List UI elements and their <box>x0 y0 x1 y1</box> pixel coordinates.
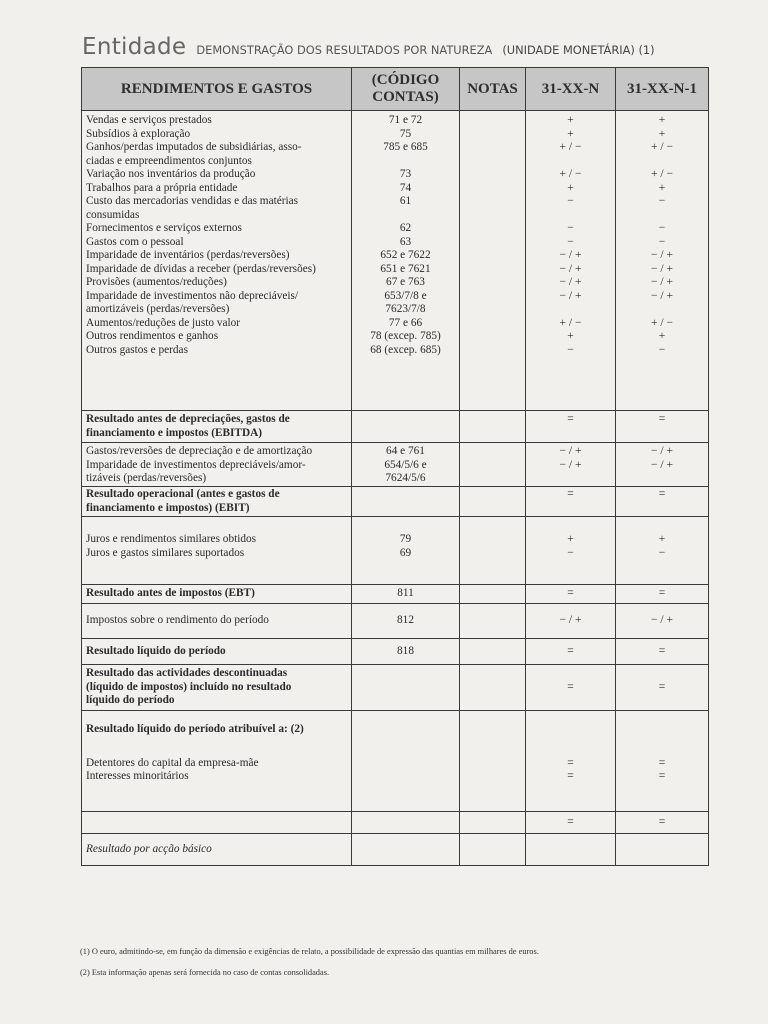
account-code: 71 e 72 <box>388 114 423 126</box>
account-code-cell <box>352 585 460 604</box>
sign-period-n-1: + / − <box>651 141 673 153</box>
period-n-cell <box>526 585 616 604</box>
sign-period-n-1: + / − <box>651 316 673 329</box>
notes-cell <box>460 711 526 812</box>
account-code-cell <box>352 604 460 639</box>
account-code <box>356 816 455 830</box>
account-code-cell <box>352 812 460 834</box>
notes-cell <box>460 604 526 639</box>
row-label-line: Ganhos/perdas imputados de subsidiárias, asso- <box>86 141 302 153</box>
row-label <box>86 249 347 263</box>
sign-period-n-1: = <box>658 488 666 500</box>
row-label-line: Custo das mercadorias vendidas e das matérias <box>86 195 299 207</box>
period-n-1-cell <box>616 585 709 604</box>
row-label-line: Impostos sobre o rendimento do período <box>86 614 269 627</box>
account-code-cell <box>352 665 460 711</box>
sign-period-n-1: = <box>658 770 666 782</box>
sign-period-n: + / − <box>559 141 582 153</box>
row-label <box>86 222 347 236</box>
label-cell <box>82 711 352 812</box>
row-label <box>86 236 347 250</box>
row-label <box>86 445 347 459</box>
account-code: 74 <box>399 181 412 194</box>
account-code: 811 <box>397 587 414 600</box>
row-label-line <box>86 816 347 830</box>
row-label <box>86 816 347 830</box>
sign-period-n: = <box>567 644 574 657</box>
account-code <box>356 723 455 737</box>
row-label-line: financiamento e impostos (EBITDA) <box>86 426 263 439</box>
sign-period-n-1: − / + <box>651 289 673 302</box>
column-header-period-n: 31-XX-N <box>526 68 616 111</box>
sign-period-n: − <box>567 222 574 234</box>
row-label-line: Outros gastos e perdas <box>86 343 188 356</box>
account-code: 654/5/6 e 7624/5/6 <box>384 458 427 484</box>
row-label-line: Vendas e serviços prestados <box>86 114 212 126</box>
account-code-cell <box>352 111 460 411</box>
period-n-cell <box>526 111 616 411</box>
statement-section <box>82 111 709 411</box>
account-code: 818 <box>397 644 414 657</box>
account-code-cell <box>352 639 460 665</box>
sign-period-n: + <box>567 181 574 194</box>
notes-cell <box>460 812 526 834</box>
row-label <box>86 330 347 344</box>
statement-section <box>82 639 709 665</box>
sign-period-n: = <box>567 756 574 769</box>
row-label-line: Resultado líquido do período atribuível a: (2) <box>86 723 304 735</box>
label-cell <box>82 812 352 834</box>
sign-period-n: = <box>567 680 574 693</box>
sign-period-n-1: − / + <box>651 262 673 275</box>
account-code: 69 <box>399 546 412 559</box>
account-code: 78 (excep. 785) <box>370 330 441 342</box>
account-code: 62 <box>399 222 412 234</box>
label-cell <box>82 604 352 639</box>
row-label-line: líquido do período <box>86 694 175 707</box>
sign-period-n: = <box>567 413 574 425</box>
sign-period-n: + <box>567 114 574 126</box>
sign-period-n-1: = <box>658 680 666 693</box>
statement-section <box>82 517 709 585</box>
column-header-notes: NOTAS <box>460 68 526 111</box>
row-label <box>86 723 347 737</box>
period-n-cell <box>526 834 616 866</box>
notes-cell <box>460 517 526 585</box>
statement-section <box>82 487 709 517</box>
sign-period-n: − <box>567 195 574 207</box>
period-n-1-cell <box>616 665 709 711</box>
row-label-line: consumidas <box>86 208 140 221</box>
monetary-unit-note: (UNIDADE MONETÁRIA) (1) <box>502 43 655 57</box>
sign-period-n: − <box>567 546 574 559</box>
row-label <box>86 413 347 440</box>
sign-period-n: − / + <box>559 289 582 302</box>
page-header <box>82 34 722 60</box>
row-label-line: Imparidade de dívidas a receber (perdas/reversões) <box>86 262 316 275</box>
sign-period-n-1: + <box>658 114 666 126</box>
statement-title: DEMONSTRAÇÃO DOS RESULTADOS POR NATUREZA <box>196 43 493 57</box>
period-n-1-cell <box>616 443 709 487</box>
sign-period-n: + <box>567 127 574 140</box>
statement-section <box>82 665 709 711</box>
entity-label: Entidade <box>82 34 187 60</box>
label-cell <box>82 443 352 487</box>
sign-period-n-1: − / + <box>651 445 673 457</box>
row-label-line: Resultado das actividades descontinuadas <box>86 667 288 680</box>
period-n-1-cell <box>616 487 709 517</box>
sign-period-n: − <box>567 343 574 356</box>
statement-section <box>82 711 709 812</box>
sign-period-n: + / − <box>559 316 582 329</box>
row-label-line: Aumentos/reduções de justo valor <box>86 316 241 329</box>
sign-period-n-1: − / + <box>651 458 673 471</box>
account-code: 651 e 7621 <box>380 262 431 275</box>
period-n-1-cell <box>616 812 709 834</box>
statement-section <box>82 812 709 834</box>
account-code: 68 (excep. 685) <box>370 343 441 356</box>
row-label <box>86 757 347 771</box>
sign-period-n: − / + <box>559 262 582 275</box>
row-label-line: Juros e rendimentos similares obtidos <box>86 533 257 545</box>
account-code-cell <box>352 443 460 487</box>
account-code <box>356 843 455 857</box>
row-label-line: amortizáveis (perdas/reversões) <box>86 303 230 315</box>
account-code-cell <box>352 487 460 517</box>
row-label <box>86 667 347 708</box>
sign-period-n: − / + <box>559 249 582 261</box>
row-label-line: Variação nos inventários da produção <box>86 168 256 180</box>
period-n-cell <box>526 487 616 517</box>
row-label <box>86 128 347 142</box>
row-label-line: Resultado por acção básico <box>86 842 212 855</box>
account-code-cell <box>352 517 460 585</box>
table-header-row <box>82 68 709 111</box>
statement-section <box>82 585 709 604</box>
label-cell <box>82 411 352 443</box>
row-label <box>86 547 347 561</box>
row-label <box>86 587 347 601</box>
sign-period-n-1: − <box>658 195 666 207</box>
account-code <box>356 770 455 784</box>
sign-period-n-1: = <box>658 644 666 657</box>
row-label-line: Subsídios à exploração <box>86 127 191 140</box>
statement-section <box>82 411 709 443</box>
period-n-cell <box>526 665 616 711</box>
row-label-line: Resultado antes de impostos (EBT) <box>86 587 255 600</box>
sign-period-n: + <box>567 330 574 342</box>
sign-period-n: + / − <box>559 168 582 180</box>
row-label-line: financiamento e impostos) (EBIT) <box>86 501 250 514</box>
period-n-cell <box>526 711 616 812</box>
row-label <box>86 114 347 128</box>
sign-period-n <box>530 843 611 857</box>
account-code: 812 <box>397 614 414 627</box>
sign-period-n-1: = <box>658 587 666 600</box>
sign-period-n: − / + <box>559 614 582 627</box>
row-label <box>86 290 347 317</box>
account-code-cell <box>352 711 460 812</box>
sign-period-n: + <box>567 533 574 545</box>
row-label-line: Resultado líquido do período <box>86 644 226 657</box>
period-n-cell <box>526 639 616 665</box>
sign-period-n-1: − <box>658 235 666 248</box>
sign-period-n-1: + / − <box>651 168 673 180</box>
row-label-line: Gastos/reversões de depreciação e de amortização <box>86 445 313 457</box>
notes-cell <box>460 411 526 443</box>
account-code: 67 e 763 <box>386 276 425 288</box>
statement-section <box>82 834 709 866</box>
account-code: 652 e 7622 <box>380 249 431 261</box>
account-code <box>356 488 455 515</box>
label-cell <box>82 111 352 411</box>
account-code: 73 <box>399 168 412 180</box>
sign-period-n-1: − / + <box>651 249 673 261</box>
column-header-income-expenses: RENDIMENTOS E GASTOS <box>82 68 352 111</box>
period-n-1-cell <box>616 834 709 866</box>
period-n-1-cell <box>616 711 709 812</box>
account-code <box>356 757 455 771</box>
row-label <box>86 645 347 659</box>
label-cell <box>82 585 352 604</box>
account-code: 61 <box>399 195 412 207</box>
footnote-1: (1) O euro, admitindo-se, em função da dimensão e exigências de relato, a possibilidade de expressão das quantias em milhares de euros. <box>80 947 539 956</box>
sign-period-n: − <box>567 235 574 248</box>
row-label <box>86 195 347 222</box>
sign-period-n: − / + <box>559 445 582 457</box>
sign-period-n-1 <box>620 723 704 737</box>
account-code: 785 e 685 <box>383 141 428 153</box>
row-label-line: Fornecimentos e serviços externos <box>86 222 242 234</box>
row-label <box>86 263 347 277</box>
account-code: 75 <box>399 127 412 140</box>
footnote-2: (2) Esta informação apenas será fornecida no caso de contas consolidadas. <box>80 968 330 977</box>
sign-period-n-1: − <box>658 546 666 559</box>
account-code <box>356 413 455 440</box>
period-n-cell <box>526 411 616 443</box>
row-label <box>86 843 347 857</box>
sign-period-n-1: − / + <box>651 276 673 288</box>
sign-period-n-1: = <box>658 413 666 425</box>
statement-section <box>82 604 709 639</box>
account-code: 79 <box>399 533 412 545</box>
row-label <box>86 182 347 196</box>
sign-period-n: − / + <box>559 458 582 471</box>
row-label-line: Outros rendimentos e ganhos <box>86 330 219 342</box>
row-label-line: Resultado antes de depreciações, gastos de <box>86 413 290 425</box>
label-cell <box>82 665 352 711</box>
row-label-line: ciadas e empreendimentos conjuntos <box>86 154 252 167</box>
sign-period-n: − / + <box>559 276 582 288</box>
notes-cell <box>460 834 526 866</box>
row-label <box>86 344 347 358</box>
period-n-1-cell <box>616 604 709 639</box>
sign-period-n-1: + <box>658 181 666 194</box>
sign-period-n-1: = <box>658 756 666 769</box>
sign-period-n-1: − <box>658 222 666 234</box>
row-label <box>86 533 347 547</box>
row-label-line: Imparidade de investimentos não depreciáveis/ <box>86 289 299 302</box>
row-label-line: Interesses minoritários <box>86 770 189 782</box>
row-label-line: Detentores do capital da empresa-mãe <box>86 756 259 769</box>
sign-period-n-1: + <box>658 533 666 545</box>
row-label-line: (líquido de impostos) incluído no resultado <box>86 680 292 693</box>
notes-cell <box>460 487 526 517</box>
sign-period-n <box>530 723 611 737</box>
row-label <box>86 488 347 515</box>
notes-cell <box>460 665 526 711</box>
period-n-cell <box>526 812 616 834</box>
period-n-cell <box>526 517 616 585</box>
period-n-1-cell <box>616 517 709 585</box>
income-statement-table <box>81 67 709 866</box>
account-code-cell <box>352 411 460 443</box>
account-code: 64 e 761 <box>386 445 425 457</box>
statement-section <box>82 443 709 487</box>
account-code: 653/7/8 e 7623/7/8 <box>384 289 427 315</box>
period-n-1-cell <box>616 411 709 443</box>
account-code: 77 e 66 <box>388 316 423 329</box>
column-header-period-n-1: 31-XX-N-1 <box>616 68 709 111</box>
label-cell <box>82 834 352 866</box>
account-code-cell <box>352 834 460 866</box>
period-n-1-cell <box>616 111 709 411</box>
row-label-line: Gastos com o pessoal <box>86 235 184 248</box>
notes-cell <box>460 111 526 411</box>
row-label-line: Resultado operacional (antes e gastos de <box>86 488 280 500</box>
sign-period-n-1: + <box>658 330 666 342</box>
sign-period-n: = <box>567 587 574 600</box>
sign-period-n-1: − / + <box>651 614 673 627</box>
row-label <box>86 614 347 628</box>
sign-period-n-1: = <box>658 815 666 828</box>
notes-cell <box>460 585 526 604</box>
sign-period-n-1: − <box>658 343 666 356</box>
row-label-line: Imparidade de investimentos depreciáveis/amor- <box>86 458 306 471</box>
column-header-account-codes: (CÓDIGO CONTAS) <box>352 68 460 111</box>
row-label-line: Trabalhos para a própria entidade <box>86 181 238 194</box>
row-label <box>86 141 347 168</box>
sign-period-n: = <box>567 488 574 500</box>
row-label-line: tizáveis (perdas/reversões) <box>86 472 207 484</box>
row-label <box>86 276 347 290</box>
sign-period-n-1 <box>620 843 704 857</box>
row-label-line: Juros e gastos similares suportados <box>86 546 245 559</box>
account-code <box>356 667 455 708</box>
notes-cell <box>460 639 526 665</box>
label-cell <box>82 487 352 517</box>
sign-period-n: = <box>567 770 574 782</box>
label-cell <box>82 517 352 585</box>
label-cell <box>82 639 352 665</box>
period-n-cell <box>526 443 616 487</box>
row-label-line: Provisões (aumentos/reduções) <box>86 276 227 288</box>
period-n-cell <box>526 604 616 639</box>
account-code: 63 <box>399 235 412 248</box>
row-label <box>86 459 347 486</box>
sign-period-n-1: + <box>658 127 666 140</box>
row-label <box>86 317 347 331</box>
sign-period-n: = <box>567 815 574 828</box>
row-label <box>86 770 347 784</box>
row-label <box>86 168 347 182</box>
notes-cell <box>460 443 526 487</box>
period-n-1-cell <box>616 639 709 665</box>
row-label-line: Imparidade de inventários (perdas/reversões) <box>86 249 290 261</box>
